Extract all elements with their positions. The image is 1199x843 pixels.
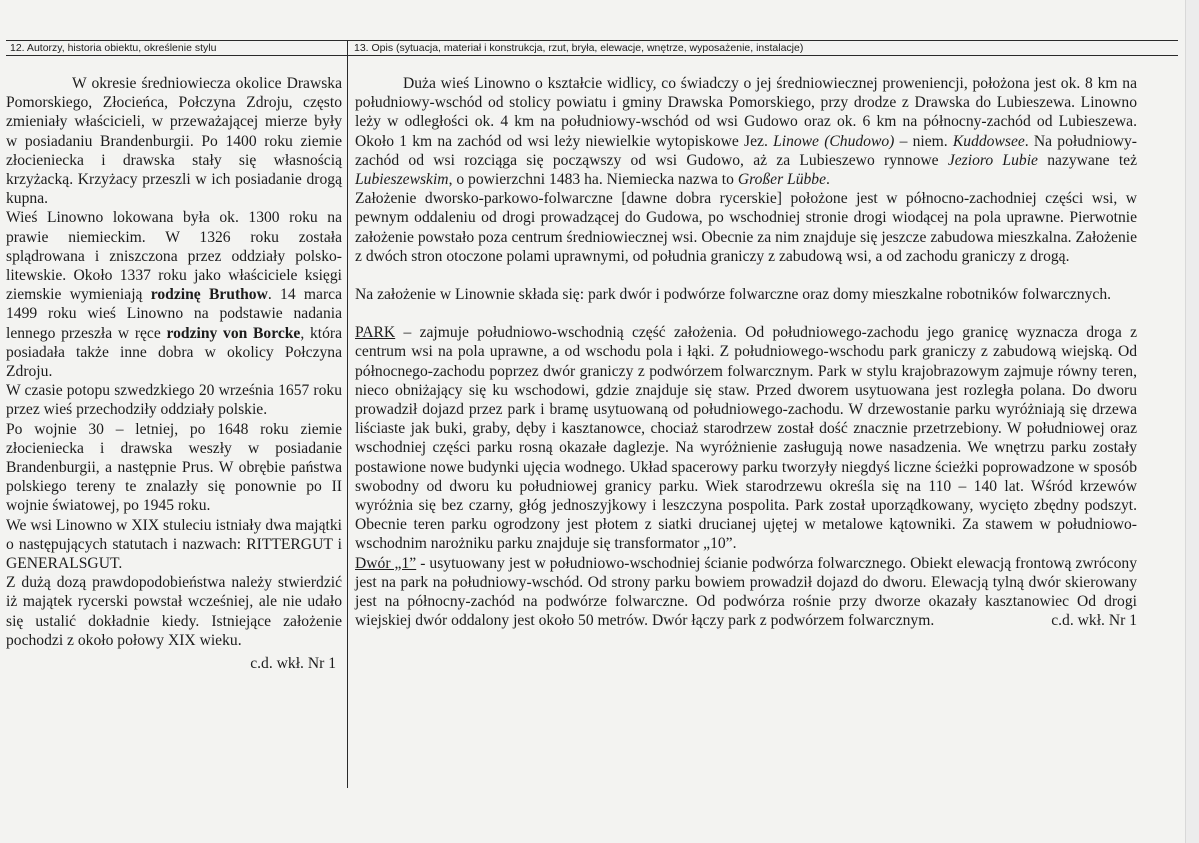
desc-p1-b: – niem. bbox=[894, 132, 953, 150]
park-paragraph bbox=[355, 323, 1137, 553]
right-header: 13. Opis (sytuacja, materiał i konstrukcja, rzut, bryła, elewacje, wnętrze, wyposażenie, instalacje) bbox=[354, 42, 804, 54]
lake-lubieszewskim: Lubieszewskim bbox=[355, 171, 449, 189]
spacer bbox=[355, 304, 1137, 323]
history-paragraph-1: W okresie średniowiecza okolice Drawska Pomorskiego, Złocieńca, Połczyna Zdroju, często zmieniały właścicieli, w przeważającej mierze były w posiadaniu Brandenburgii. Po 1400 roku ziemie złocieniecka i drawska stały się własnością krzyżacką. Krzyżacy przeszli w ich posiadanie drogą kupna. bbox=[6, 75, 342, 208]
bruthow-family: rodzinę Bruthow bbox=[150, 286, 268, 304]
header-rule bbox=[6, 55, 1178, 56]
desc-p1-c: . Na południowy-zachód od wsi rozciąga się począwszy od wsi Gudowo, aż za Lubieszewo rynnowe bbox=[355, 132, 1137, 169]
history-p2-c: . 14 marca 1499 roku wieś Linowno na podstawie nadania lennego przeszła w ręce bbox=[6, 286, 342, 342]
left-footer: c.d. wkł. Nr 1 bbox=[250, 655, 336, 673]
left-header: 12. Autorzy, historia obiektu, określenie stylu bbox=[10, 42, 217, 54]
lake-linowe: Linowe (Chudowo) bbox=[773, 132, 895, 150]
manor-label: Dwór „1” bbox=[355, 554, 417, 572]
history-paragraph-2 bbox=[6, 208, 342, 381]
description-column bbox=[355, 74, 1137, 631]
manor-text: - usytuowany jest w południowo-wschodniej ścianie podwórza folwarcznego. Obiekt elewacją frontową zwrócony jest na park na południowy-wschód. Od strony parku bowiem prowadził dojazd do dworu. Elewacją tylną dwór skierowany jest na północny-zachód na podwórze folwarczne. Od podwórza rośnie przy dworze okazały kasztanowiec Od drogi wiejskiej dwór oddalony jest około 50 metrów. Dwór łączy park z podwórzem folwarcznym. bbox=[355, 554, 1137, 630]
right-footer: c.d. wkł. Nr 1 bbox=[1051, 612, 1137, 630]
history-column bbox=[6, 74, 342, 673]
history-p2-d: , która posiadała także inne dobra w okolicy Połczyna Zdroju. bbox=[6, 324, 343, 381]
park-text: – zajmuje południowo-wschodnią część założenia. Od południowego-zachodu jego granicę wyznacza droga z centrum wsi na pola uprawne, a od wschodu pola i łąki. Z południowego-wschodu park graniczy z zabudową wiejską. Od północnego-zachodu poprzez dwór graniczy z podwórzem folwarcznym. Park w stylu krajobrazowym zajmuje równy teren, nieco obniżający się ku wschodowi, gdzie znajduje się staw. Przed dworem usytuowana jest rozległa polana. Do dworu prowadził dojazd przez park i bramę usytuowaną od południowego-zachodu. W drzewostanie parku wyróżniają się drzewa liściaste jak buki, graby, dęby i kasztanowce, chociaż starodrzew został dość znacznie przetrzebiony. W południowej oraz wschodniej części parku rosną okazałe daglezje. Na wyróżnienie zasługują nowe nasadzenia. We wnętrzu parku zostały postawione nowe budynki ujęcia wodnego. Układ spacerowy parku tworzyły niegdyś liczne ścieżki poprowadzone w sposób swobodny od dworu ku południowej granicy parku. Wiek starodrzewu określa się na 110 – 140 lat. Wśród krzewów wyróżnia się bez czarny, głóg jednoszyjkowy i leszczyna pospolita. Park został uporządkowany, wycięto zbędny podszyt. Obecnie teren parku ogrodzony jest płotem z siatki drucianej ujętej w metalowe kątowniki. Za stawem w południowo-wschodnim narożniku parku znajduje się transformator „10”. bbox=[355, 324, 1137, 553]
description-paragraph-1 bbox=[355, 74, 1137, 189]
desc-p1-e: , o powierzchni 1483 ha. Niemiecka nazwa to bbox=[448, 171, 738, 189]
park-label: PARK bbox=[355, 324, 396, 342]
desc-p1-a: Duża wieś Linowno o kształcie widlicy, co świadczy o jej średniowiecznej proweniencji, położona jest ok. 8 km na południowy-wschód od stolicy powiatu i gminy Drawska Pomorskiego, przy drodze z Drawska do Lubieszewa. Linowno leży w odległości ok. 4 km na południowy-wschód od wsi Gudowo oraz ok. 6 km na północny-zachód od Lubieszewa. Około 1 km na zachód od wsi leży niewielkie wytopiskowe Jez. bbox=[355, 75, 1137, 150]
lake-grosser-lubbe: Großer Lübbe bbox=[737, 171, 827, 189]
lake-lubie: Jezioro Lubie bbox=[947, 151, 1038, 169]
history-paragraph-5: We wsi Linowno w XIX stuleciu istniały dwa majątki o następujących statutach i nazwach: RITTERGUT i GENERALSGUT. bbox=[6, 516, 342, 573]
history-paragraph-3: W czasie potopu szwedzkiego 20 września 1657 roku przez wieś przechodziły oddziały polskie. bbox=[6, 382, 342, 419]
von-borcke-family: rodziny von Borcke bbox=[166, 324, 301, 342]
history-paragraph-4: Po wojnie 30 – letniej, po 1648 roku ziemie złocieniecka i drawska weszły w posiadanie Brandenburgii, a następnie Prus. W obrębie państwa polskiego tereny te znalazły się ponownie po II wojnie światowej, po 1945 roku. bbox=[6, 420, 342, 515]
history-paragraph-6: Z dużą dozą prawdopodobieństwa należy stwierdzić iż majątek rycerski powstał wcześniej, ale nie udało się ustalić dokładnie kiedy. Istniejące założenie pochodzi z około połowy XIX wieku. bbox=[6, 574, 342, 649]
desc-p1-d: nazywane też bbox=[1037, 151, 1138, 169]
lake-kuddowsee: Kuddowsee bbox=[952, 132, 1025, 150]
spacer bbox=[355, 266, 1137, 285]
top-rule bbox=[6, 40, 1178, 41]
column-divider bbox=[347, 40, 348, 788]
desc-p1-f: . bbox=[826, 171, 830, 189]
history-p2-a: Wieś Linowno lokowana była ok. 1300 roku na prawie niemieckim. W 1326 roku została splądrowana i zniszczona przez oddziały polsko-litewskie. Około 1337 roku jako właściciele księgi ziemskie wymieniają bbox=[6, 209, 342, 304]
description-paragraph-3: Na założenie w Linownie składa się: park dwór i podwórze folwarczne oraz domy mieszkalne robotników folwarcznych. bbox=[355, 286, 1112, 304]
description-paragraph-2: Założenie dworsko-parkowo-folwarczne [dawne dobra rycerskie] położone jest w północno-zachodniej części wsi, w pewnym oddaleniu od drogi prowadzącej do Gudowa, po wschodniej stronie drogi wiodącej na pola uprawne. Pierwotnie założenie powstało poza centrum średniowiecznej wsi. Obecnie za nim znajduje się jeszcze zabudowa mieszkalna. Założenie z dwóch stron otoczone polami uprawnymi, od południa graniczy z zabudową wsi, a od zachodu graniczy z drogą. bbox=[355, 190, 1137, 265]
